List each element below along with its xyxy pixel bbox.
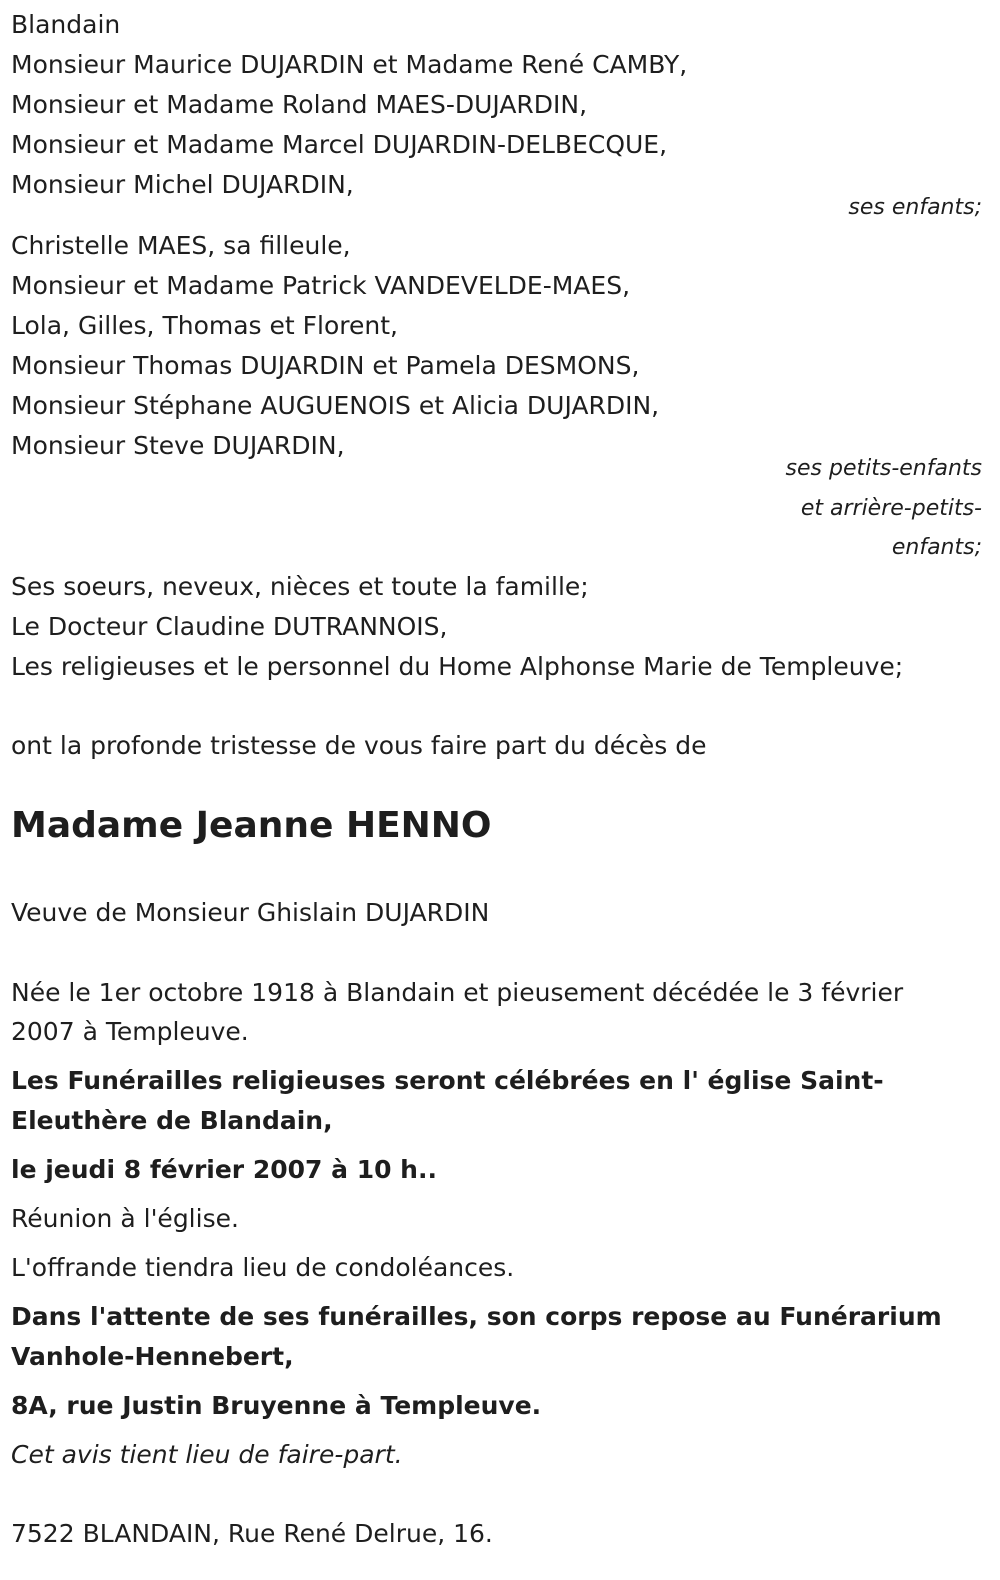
- deceased-name: Madame Jeanne HENNO: [11, 805, 492, 846]
- children-caption: ses enfants;: [848, 195, 982, 220]
- grandchildren-line: Christelle MAES, sa filleule,: [11, 231, 351, 260]
- family-line: Ses soeurs, neveux, nièces et toute la famille;: [11, 572, 589, 601]
- funeral-date: le jeudi 8 février 2007 à 10 h..: [11, 1155, 437, 1184]
- grandchildren-line: Monsieur Steve DUJARDIN,: [11, 431, 345, 460]
- funerarium-text: Dans l'attente de ses funérailles, son corps repose au Funérarium: [11, 1302, 942, 1331]
- funerarium-address: 8A, rue Justin Bruyenne à Templeuve.: [11, 1391, 542, 1420]
- doctor-line: Le Docteur Claudine DUTRANNOIS,: [11, 612, 448, 641]
- funeral-church-text: Les Funérailles religieuses seront célébrées en l' église Saint-: [11, 1066, 884, 1095]
- funeral-church-text: Eleuthère de Blandain,: [11, 1106, 333, 1135]
- children-line: Monsieur et Madame Roland MAES-DUJARDIN,: [11, 90, 588, 119]
- grandchildren-caption: et arrière-petits-: [800, 496, 982, 521]
- children-line: Monsieur et Madame Marcel DUJARDIN-DELBECQUE,: [11, 130, 668, 159]
- children-line: Monsieur Maurice DUJARDIN et Madame René CAMBY,: [11, 50, 688, 79]
- grandchildren-line: Monsieur Stéphane AUGUENOIS et Alicia DUJARDIN,: [11, 391, 660, 420]
- funerarium-text: Vanhole-Hennebert,: [11, 1342, 294, 1371]
- grandchildren-line: Monsieur et Madame Patrick VANDEVELDE-MAES,: [11, 271, 631, 300]
- grandchildren-caption: ses petits-enfants: [785, 456, 982, 481]
- birth-death-text: Née le 1er octobre 1918 à Blandain et pieusement décédée le 3 février: [11, 978, 904, 1007]
- staff-line: Les religieuses et le personnel du Home Alphonse Marie de Templeuve;: [11, 652, 904, 681]
- place-heading: Blandain: [11, 10, 121, 39]
- notice-text: Cet avis tient lieu de faire-part.: [11, 1440, 403, 1469]
- grandchildren-caption: enfants;: [891, 535, 982, 560]
- widow-of-text: Veuve de Monsieur Ghislain DUJARDIN: [11, 898, 490, 927]
- children-line: Monsieur Michel DUJARDIN,: [11, 170, 354, 199]
- meeting-text: Réunion à l'église.: [11, 1204, 239, 1233]
- announcement-text: ont la profonde tristesse de vous faire part du décès de: [11, 731, 707, 760]
- footer-address: 7522 BLANDAIN, Rue René Delrue, 16.: [11, 1519, 493, 1548]
- grandchildren-line: Monsieur Thomas DUJARDIN et Pamela DESMONS,: [11, 351, 640, 380]
- birth-death-text: 2007 à Templeuve.: [11, 1017, 249, 1046]
- grandchildren-line: Lola, Gilles, Thomas et Florent,: [11, 311, 398, 340]
- offering-text: L'offrande tiendra lieu de condoléances.: [11, 1253, 515, 1282]
